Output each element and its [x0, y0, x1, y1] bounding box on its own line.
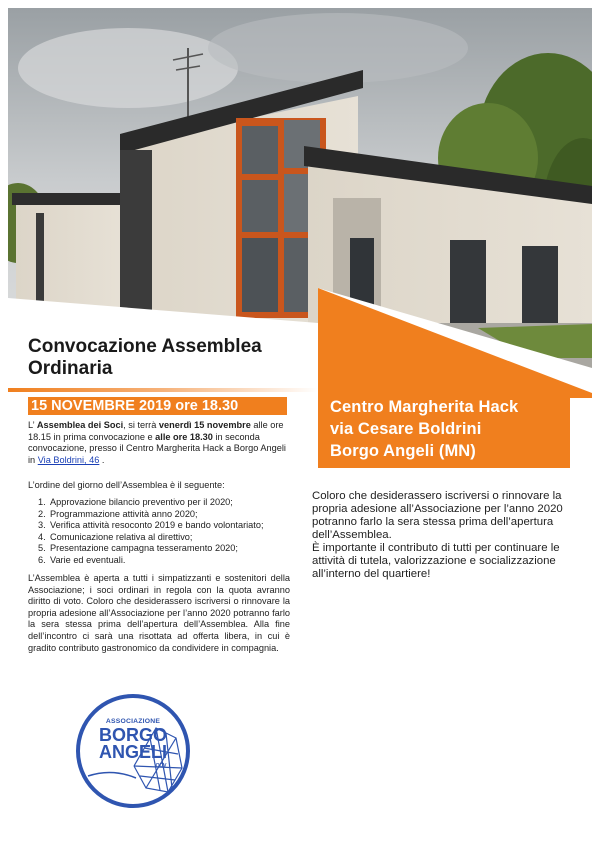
intro-paragraph — [28, 420, 290, 466]
item-text: Programmazione attività anno 2020; — [50, 508, 198, 519]
venue-name: Centro Margherita Hack — [330, 398, 519, 416]
membership-note: Coloro che desiderassero iscriversi o rinnovare la propria adesione all’Associazione per l’anno 2020 potranno farlo la sera stessa prima dell’apertura dell’Assemblea. — [312, 490, 563, 541]
list-item — [38, 497, 290, 509]
list-item — [38, 532, 290, 544]
intro-bold: venerdì 15 novembre — [158, 420, 251, 430]
contribution-note: È importante il contributo di tutti per continuare le attività di tutela, valorizzazione e socializzazione all’interno del quartiere! — [312, 542, 560, 580]
intro-bold: alle ore 18.30 — [155, 431, 213, 442]
address-link[interactable]: Via Boldrini, 46 — [37, 454, 100, 465]
intro-text: alle ore 18.15 in prima convocazione e — [28, 420, 284, 442]
item-number: 3. — [38, 520, 46, 531]
list-item — [38, 509, 290, 521]
item-text: Presentazione campagna tesseramento 2020; — [50, 543, 238, 554]
intro-text: . — [99, 454, 105, 465]
agenda-title: L’ordine del giorno dell’Assemblea è il seguente: — [28, 480, 225, 490]
intro-bold: Assemblea dei Soci — [36, 420, 124, 430]
title-line-1: Convocazione Assemblea — [28, 336, 262, 357]
logo-line-2: BORGO — [98, 725, 167, 745]
item-text: Verifica attività resoconto 2019 e bando volontariato; — [50, 520, 264, 531]
page-title — [28, 336, 308, 380]
intro-text: in seconda convocazione, presso il Centro Margherita Hack a Borgo Angeli in — [28, 431, 286, 465]
list-item — [38, 520, 290, 532]
association-logo — [72, 688, 194, 814]
closing-paragraph: L’Assemblea è aperta a tutti i simpatizzanti e sostenitori della Associazione; i soci ordinari in regola con la quota avranno diritto di voto. Coloro che desiderassero iscriversi o rinnovare la propria adesione all’Associazione per l’anno 2020 potranno farlo la sera stessa prima dell’apertura dell’Assemblea. Alla fine dell’incontro ci sarà una risottata ad offerta libera, in cui è gradito contributo gastronomico da condividere in compagnia. — [28, 573, 290, 653]
venue-town: Borgo Angeli (MN) — [330, 442, 476, 460]
intro-text: , si terrà — [123, 420, 159, 430]
date-text: 15 NOVEMBRE 2019 ore 18.30 — [31, 398, 239, 414]
intro-text: L’ — [28, 420, 37, 430]
item-number: 1. — [38, 497, 46, 507]
date-banner — [28, 397, 287, 415]
item-text: Approvazione bilancio preventivo per il 2020; — [50, 497, 233, 507]
item-number: 6. — [38, 554, 46, 565]
item-text: Comunicazione relativa al direttivo; — [50, 531, 193, 542]
item-number: 4. — [38, 531, 46, 542]
list-item — [38, 543, 290, 555]
logo-line-1: ASSOCIAZIONE — [105, 718, 161, 725]
list-item — [38, 555, 290, 567]
item-number: 2. — [38, 508, 46, 519]
item-number: 5. — [38, 543, 46, 554]
title-line-2: Ordinaria — [28, 358, 113, 379]
logo-line-4: ODV — [155, 763, 167, 769]
venue-box — [318, 388, 570, 468]
item-text: Varie ed eventuali. — [50, 554, 126, 565]
title-divider — [8, 388, 318, 392]
logo-line-3: ANGELI — [98, 742, 167, 762]
venue-street: via Cesare Boldrini — [330, 420, 482, 438]
right-paragraph — [312, 490, 580, 581]
agenda-list — [38, 497, 290, 567]
